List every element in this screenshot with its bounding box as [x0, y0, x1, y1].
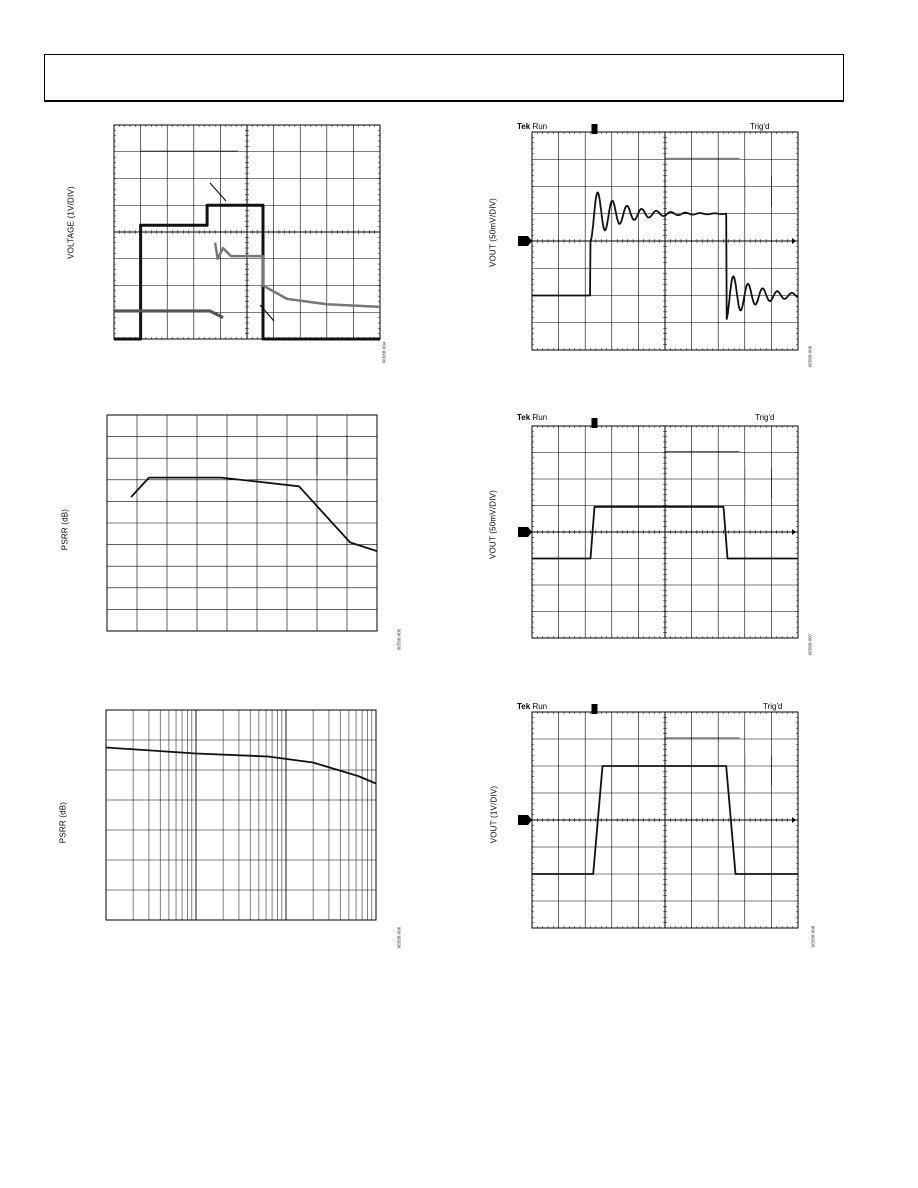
psrr2-ylabel: PSRR (dB)	[58, 801, 68, 844]
level-marker	[792, 238, 796, 244]
scope2-tek: Tek	[517, 413, 531, 422]
scope1-trig: Trig'd	[750, 122, 770, 131]
series-line	[131, 478, 377, 551]
scope1-ylabel: VOUT (50mV/DIV)	[488, 197, 498, 268]
trigger-marker	[592, 704, 598, 714]
ground-marker	[518, 527, 532, 537]
trigger-marker	[592, 124, 598, 134]
plot-frame	[106, 710, 376, 920]
scope2-fig-id: 06588-007	[807, 633, 813, 656]
ground-marker	[518, 236, 532, 246]
scope2-trig: Trig'd	[755, 413, 775, 422]
scope2-plot	[480, 410, 820, 672]
header-box	[44, 54, 844, 102]
scope1-run: Run	[532, 122, 548, 131]
ground-marker	[518, 815, 532, 825]
series-line	[215, 243, 380, 307]
psrr1-ylabel: PSRR (dB)	[60, 508, 70, 551]
scope1-chart	[480, 118, 820, 380]
series-line	[114, 311, 223, 318]
level-marker	[792, 529, 796, 535]
scope2-run: Run	[532, 413, 548, 422]
scope3-trig: Trig'd	[763, 702, 783, 711]
psrr2-fig-id: 06588-006	[396, 926, 402, 949]
series-line	[106, 748, 376, 784]
psrr1-plot	[50, 405, 400, 660]
scope2-chart	[480, 410, 820, 672]
voltage-chart	[60, 118, 400, 378]
scope3-run: Run	[532, 702, 548, 711]
scope3-ylabel: VOUT (1V/DIV)	[489, 785, 499, 844]
trigger-marker	[592, 418, 598, 428]
scope1-plot	[480, 118, 820, 380]
scope2-ylabel: VOUT (50mV/DIV)	[488, 489, 498, 560]
psrr2-chart	[50, 700, 400, 962]
scope1-fig-id: 06588-006	[807, 345, 813, 368]
scope3-tek: Tek	[517, 702, 531, 711]
psrr2-plot	[50, 700, 400, 962]
psrr1-chart	[50, 405, 400, 660]
voltage-plot	[60, 118, 400, 378]
psrr1-fig-id: 06588-005	[396, 628, 402, 651]
level-marker	[792, 817, 796, 823]
scope3-plot	[480, 698, 820, 960]
scope1-tek: Tek	[517, 122, 531, 131]
scope3-fig-id: 06588-008	[810, 925, 816, 948]
scope3-chart	[480, 698, 820, 960]
annotation-arrow	[210, 183, 226, 201]
voltage-ylabel: VOLTAGE (1V/DIV)	[66, 186, 76, 259]
voltage-fig-id: 06588-004	[381, 341, 387, 364]
